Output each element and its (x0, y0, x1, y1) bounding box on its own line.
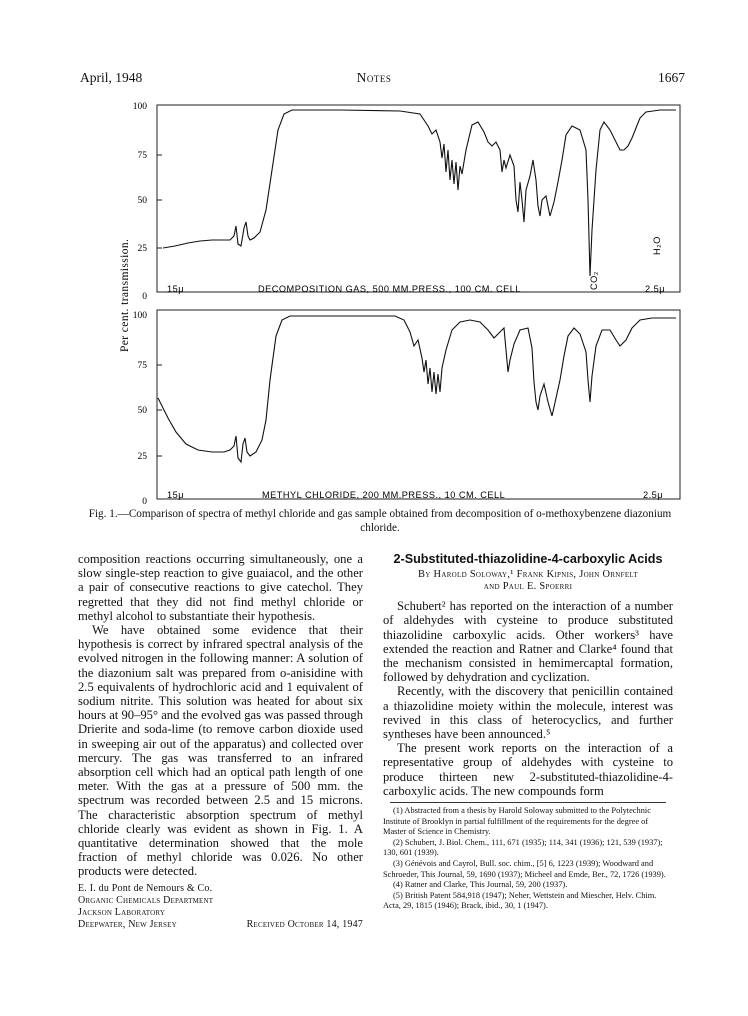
footnotes (383, 806, 673, 912)
footnote-2: (2) Schubert, J. Biol. Chem., 111, 671 (1935); 114, 341 (1936); 121, 539 (1937); 130, 601 (1939). (383, 837, 663, 858)
affiliation-company: E. I. du Pont de Nemours & Co. (78, 882, 213, 894)
footnote-4: (4) Ratner and Clarke, This Journal, 59, 200 (1937). (393, 880, 568, 890)
top-tick-25: 25 (137, 244, 147, 254)
footnote-rule (390, 802, 666, 803)
top-tick-100: 100 (132, 102, 147, 112)
authors-line-1: By Harold Soloway,¹ Frank Kipnis, John Ornfelt (418, 569, 638, 581)
right-paragraph-1: Schubert² has reported on the interaction of a number of aldehydes with cysteine to produce substituted thiazolidine carboxylic acids. Other workers³ have extended the reaction and Ratner and Clarke⁴ found that the mechanism consisted in hemimercaptal formation, followed by dehydration and cyclization. (383, 599, 673, 685)
bottom-left-wavelength: 15μ (167, 490, 185, 500)
top-left-wavelength: 15μ (167, 284, 185, 294)
left-column (78, 552, 363, 931)
top-panel-frame (157, 105, 680, 292)
bottom-panel (133, 310, 680, 507)
running-header-date: April, 1948 (80, 70, 143, 85)
affiliation-location-row (78, 919, 363, 931)
footnote-1: (1) Abstracted from a thesis by Harold Soloway submitted to the Polytechnic Institute of Brooklyn in partial fulfillment of the requirements for the degree of Master of Science in Chemistry. (383, 806, 651, 837)
bottom-tick-50: 50 (137, 406, 147, 416)
top-tick-50: 50 (137, 196, 147, 206)
affiliation-laboratory: Jackson Laboratory (78, 906, 166, 918)
left-paragraph-1: composition reactions occurring simultaneously, one a slow single-step reaction to give guaiacol, and the other a pair of consecutive reactions to give catechol. They regretted that they did not find methyl chloride or methyl alcohol to substantiate their hypothesis. (78, 552, 363, 623)
article-title: 2-Substituted-thiazolidine-4-carboxylic Acids (393, 552, 663, 566)
bottom-tick-100: 100 (132, 311, 147, 321)
received-date: Received October 14, 1947 (246, 918, 363, 930)
top-tick-0: 0 (142, 292, 147, 302)
bottom-tick-25: 25 (137, 452, 147, 462)
top-panel-label: DECOMPOSITION GAS, 500 MM.PRESS., 100 CM. CELL (258, 284, 521, 294)
authors-line-2: and Paul E. Spoerri (483, 581, 573, 593)
left-paragraph-2: We have obtained some evidence that their hypothesis is correct by infrared spectral analysis of the evolved nitrogen in the following manner: A solution of the diazonium salt was prepared from o-anisidine with 2.5 equivalents of hydrochloric acid and 1 equivalent of sodium nitrite. This solution was heated for about six hours at 90–95° and the evolved gas was passed through Drierite and soda-lime (to remove carbon dioxide used in sweeping air out of the apparatus) and collected over mercury. The gas was transferred to an infrared absorption cell which had an optical path length of one meter. With the gas at a pressure of 500 mm. the spectrum was recorded between 2.5 and 15 microns. The characteristic absorption spectrum of methyl chloride clearly was evident as shown in Fig. 1. A quantitative determination showed that the mole fraction of methyl chloride was 0.026. No other products were detected. (78, 623, 363, 879)
top-right-wavelength: 2.5μ (645, 284, 666, 294)
bottom-tick-0: 0 (142, 497, 147, 507)
co2-annotation: CO₂ (589, 271, 599, 290)
page-number: 1667 (658, 70, 685, 85)
y-axis-label: Per cent. transmission. (119, 238, 131, 352)
bottom-panel-frame (157, 310, 680, 499)
right-paragraph-2: Recently, with the discovery that penicillin contained a thiazolidine moiety within the molecule, interest was revived in this class of heterocyclics, and further syntheses have been announced.⁵ (383, 684, 673, 742)
right-paragraph-3: The present work reports on the interaction of a representative group of aldehydes with cysteine to produce thirteen new 2-substituted-thiazolidine-4-carboxylic acids. The new compounds form (383, 741, 673, 798)
top-tick-75: 75 (137, 151, 147, 161)
top-spectrum-trace (163, 110, 676, 276)
footnote-5: (5) British Patent 584,918 (1947); Neher, Wettstein and Miescher, Helv. Chim. Acta, 29, 1815 (1946); Brack, ibid., 30, 1 (1947). (383, 890, 657, 911)
bottom-right-wavelength: 2.5μ (643, 490, 664, 500)
bottom-panel-label: METHYL CHLORIDE, 200 MM.PRESS., 10 CM. CELL (262, 490, 506, 500)
affiliation-department: Organic Chemicals Department (78, 894, 214, 906)
running-header-section: Notes (356, 70, 392, 85)
figure-caption: Fig. 1.—Comparison of spectra of methyl chloride and gas sample obtained from decomposition of o-methoxybenzene diazonium chloride. (88, 508, 672, 534)
authors (383, 569, 673, 593)
footnote-3: (3) Génévois and Cayrol, Bull. soc. chim., [5] 6, 1223 (1939); Woodward and Schroeder, This Journal, 59, 1690 (1937); Micheel and Emde, Ber., 72, 1726 (1939). (383, 859, 666, 879)
top-panel (133, 102, 680, 302)
bottom-spectrum-trace (158, 316, 676, 462)
bottom-tick-75: 75 (137, 361, 147, 371)
affiliation-location: Deepwater, New Jersey (78, 918, 177, 930)
right-column (383, 552, 673, 912)
h2o-annotation: H₂O (652, 236, 662, 255)
